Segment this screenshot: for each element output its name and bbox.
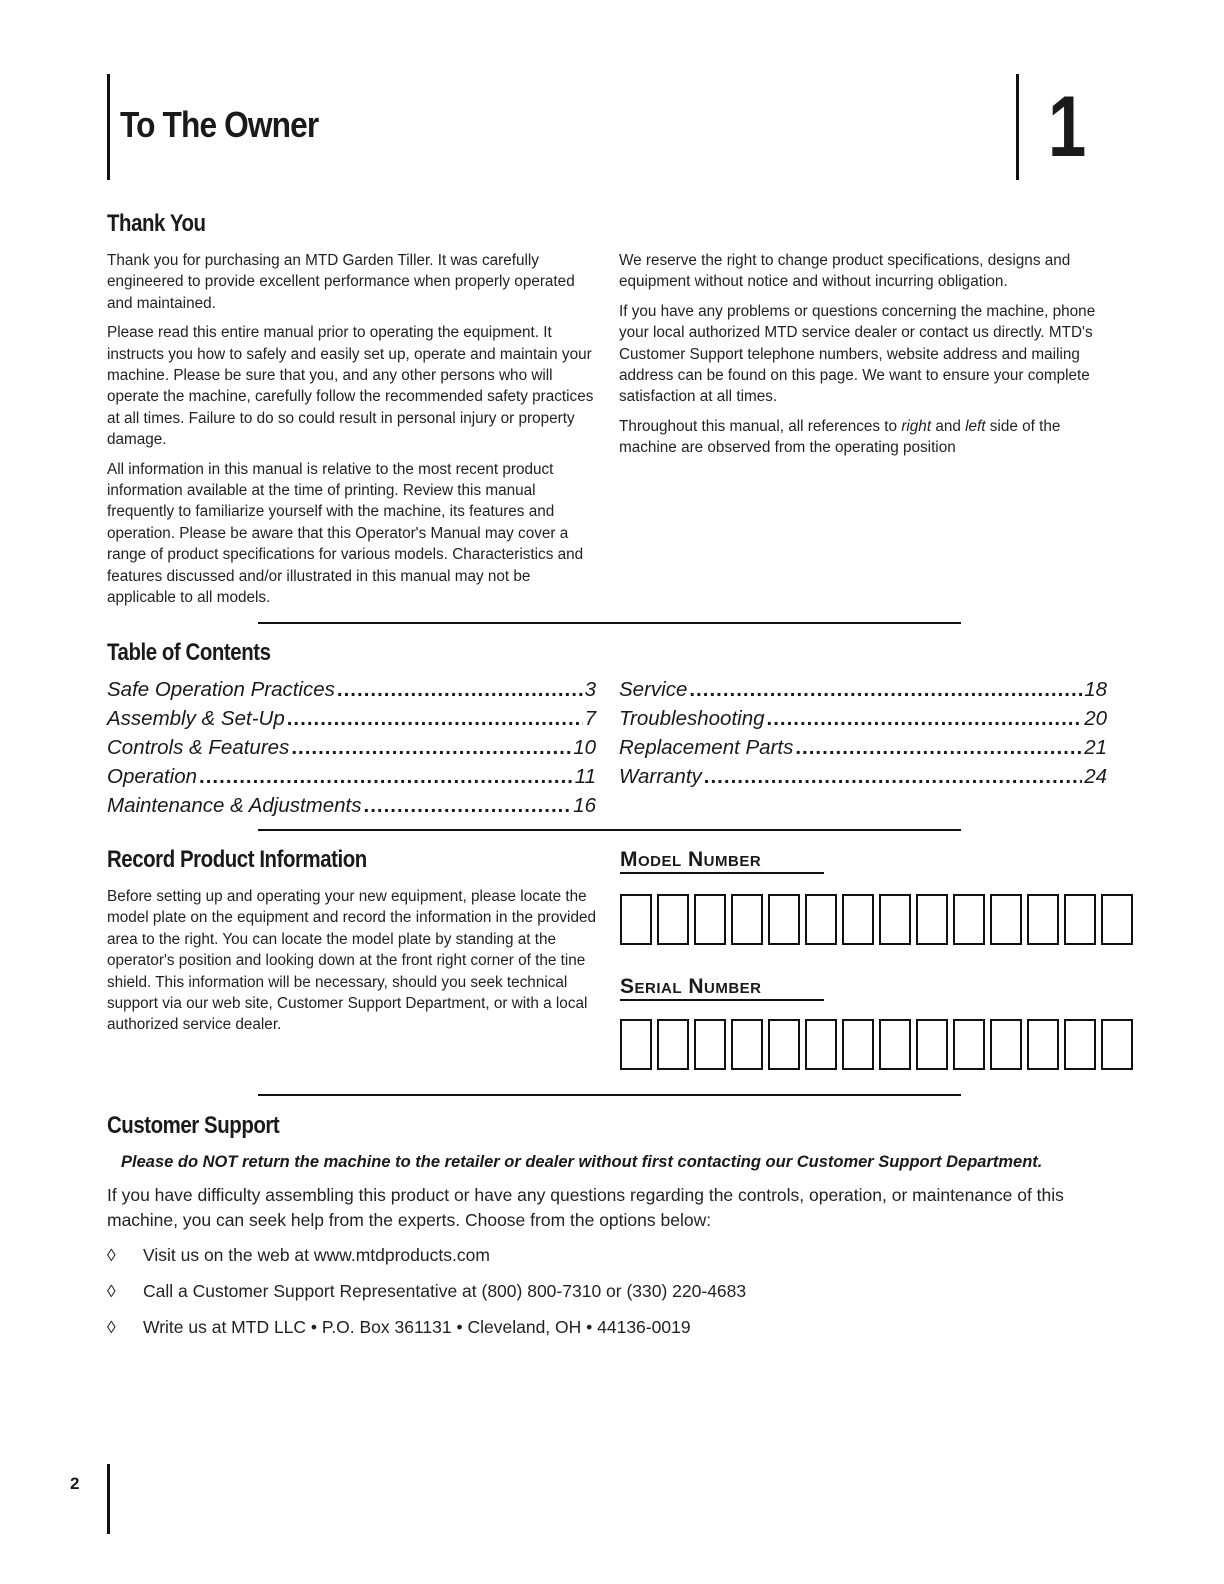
serial-number-label: Serial Number — [620, 975, 824, 1001]
record-text-block — [107, 886, 597, 1044]
serial-digit-box[interactable] — [990, 1019, 1022, 1070]
serial-digit-box[interactable] — [805, 1019, 837, 1070]
thank-you-heading: Thank You — [107, 210, 206, 237]
toc-entry[interactable]: Operation ..... 11 — [107, 762, 596, 791]
serial-digit-box[interactable] — [657, 1019, 689, 1070]
thank-you-paragraph: All information in this manual is relative to the most recent product information available at the time of printing. Review this manual frequently to familiarize yourself with the machine, its features and operation. Please be aware that this Operator's Manual may cover a range of product specifications for various models. Characteristics and features discussed and/or illustrated in this manual may not be applicable to all models. — [107, 460, 584, 607]
record-heading: Record Product Information — [107, 846, 367, 873]
thank-you-left-column — [107, 250, 597, 617]
model-digit-box[interactable] — [657, 894, 689, 945]
section-divider — [258, 829, 961, 831]
model-digit-box[interactable] — [990, 894, 1022, 945]
header-left-bar — [107, 74, 110, 180]
toc-heading: Table of Contents — [107, 639, 271, 666]
toc-entry[interactable]: Troubleshooting ..... 20 — [619, 704, 1107, 733]
page-title: To The Owner — [120, 104, 319, 145]
model-digit-box[interactable] — [805, 894, 837, 945]
thank-you-right-column — [619, 250, 1111, 467]
right-term: right — [901, 417, 932, 435]
model-digit-box[interactable] — [1101, 894, 1133, 945]
model-digit-box[interactable] — [953, 894, 985, 945]
web-option[interactable]: Visit us on the web at www.mtdproducts.com — [143, 1245, 490, 1265]
model-digit-box[interactable] — [916, 894, 948, 945]
toc-entry[interactable]: Service ..... 18 — [619, 675, 1107, 704]
section-divider — [258, 622, 961, 624]
support-option — [107, 1309, 1107, 1345]
serial-digit-box[interactable] — [1027, 1019, 1059, 1070]
support-warning: Please do NOT return the machine to the retailer or dealer without first contacting our Customer Support Department. — [121, 1153, 1043, 1171]
chapter-number: 1 — [1048, 79, 1087, 175]
header-right-bar — [1016, 74, 1019, 180]
serial-digit-box[interactable] — [768, 1019, 800, 1070]
serial-digit-box[interactable] — [694, 1019, 726, 1070]
serial-digit-box[interactable] — [731, 1019, 763, 1070]
support-option — [107, 1237, 1107, 1273]
support-option — [107, 1273, 1107, 1309]
serial-digit-box[interactable] — [620, 1019, 652, 1070]
thank-you-paragraph: Please read this entire manual prior to operating the equipment. It instructs you how to safely and easily set up, operate and maintain your machine. Please be sure that you, and any other persons who will operate the machine, carefully follow the recommended safety practices at all times. Failure to do so could result in personal injury or property damage. — [107, 324, 594, 449]
serial-digit-box[interactable] — [953, 1019, 985, 1070]
thank-you-paragraph: Thank you for purchasing an MTD Garden Tiller. It was carefully engineered to provide excellent performance when properly operated and maintained. — [107, 252, 575, 312]
footer-bar — [107, 1464, 110, 1534]
thank-you-paragraph: We reserve the right to change product specifications, designs and equipment without notice and without incurring obligation. — [619, 252, 1071, 291]
model-digit-box[interactable] — [879, 894, 911, 945]
section-divider — [258, 1094, 961, 1096]
model-digit-box[interactable] — [620, 894, 652, 945]
model-digit-box[interactable] — [1027, 894, 1059, 945]
model-digit-box[interactable] — [768, 894, 800, 945]
serial-digit-box[interactable] — [842, 1019, 874, 1070]
support-intro: If you have difficulty assembling this product or have any questions regarding the controls, operation, or maintenance of this machine, you can seek help from the experts. Choose from the options below: — [107, 1185, 1064, 1230]
model-number-label: Model Number — [620, 848, 824, 874]
model-digit-box[interactable] — [1064, 894, 1096, 945]
mail-option: Write us at MTD LLC • P.O. Box 361131 • Cleveland, OH • 44136-0019 — [143, 1317, 691, 1337]
diamond-bullet-icon: ◊ — [107, 1245, 116, 1265]
left-term: left — [965, 417, 986, 435]
support-heading: Customer Support — [107, 1112, 280, 1139]
serial-digit-box[interactable] — [879, 1019, 911, 1070]
phone-option: Call a Customer Support Representative at (800) 800-7310 or (330) 220-4683 — [143, 1281, 747, 1301]
toc-entry[interactable]: Maintenance & Adjustments ..... 16 — [107, 791, 596, 820]
model-digit-box[interactable] — [842, 894, 874, 945]
serial-digit-box[interactable] — [916, 1019, 948, 1070]
serial-digit-box[interactable] — [1101, 1019, 1133, 1070]
toc-entry[interactable]: Replacement Parts ..... 21 — [619, 733, 1107, 762]
model-number-boxes[interactable] — [620, 894, 1133, 945]
toc-entry[interactable]: Controls & Features ..... 10 — [107, 733, 596, 762]
toc-entry[interactable]: Safe Operation Practices ..... 3 — [107, 675, 596, 704]
record-paragraph: Before setting up and operating your new equipment, please locate the model plate on the equipment and record the information in the provided area to the right. You can locate the model plate by standing at the operator's position and looking down at the front right corner of the tine shield. This information will be necessary, should you seek technical support via our web site, Customer Support Department, or with a local authorized service dealer. — [107, 888, 596, 1034]
toc-entry[interactable]: Assembly & Set-Up ..... 7 — [107, 704, 596, 733]
toc-left-column — [107, 675, 596, 820]
thank-you-paragraph: If you have any problems or questions concerning the machine, phone your local authorized MTD service dealer or contact us directly. MTD's Customer Support telephone numbers, website address and mailing address can be found on this page. We want to ensure your complete satisfaction at all times. — [619, 302, 1096, 406]
toc-entry[interactable]: Warranty ..... 24 — [619, 762, 1107, 791]
serial-digit-box[interactable] — [1064, 1019, 1096, 1070]
model-digit-box[interactable] — [731, 894, 763, 945]
thank-you-paragraph: Throughout this manual, all references to right and left side of the machine are observed from the operating position — [619, 417, 1061, 457]
model-digit-box[interactable] — [694, 894, 726, 945]
page-number: 2 — [70, 1474, 80, 1493]
support-options — [107, 1237, 1107, 1345]
serial-number-boxes[interactable] — [620, 1019, 1133, 1070]
diamond-bullet-icon: ◊ — [107, 1317, 116, 1337]
toc-right-column — [619, 675, 1107, 791]
diamond-bullet-icon: ◊ — [107, 1281, 116, 1301]
